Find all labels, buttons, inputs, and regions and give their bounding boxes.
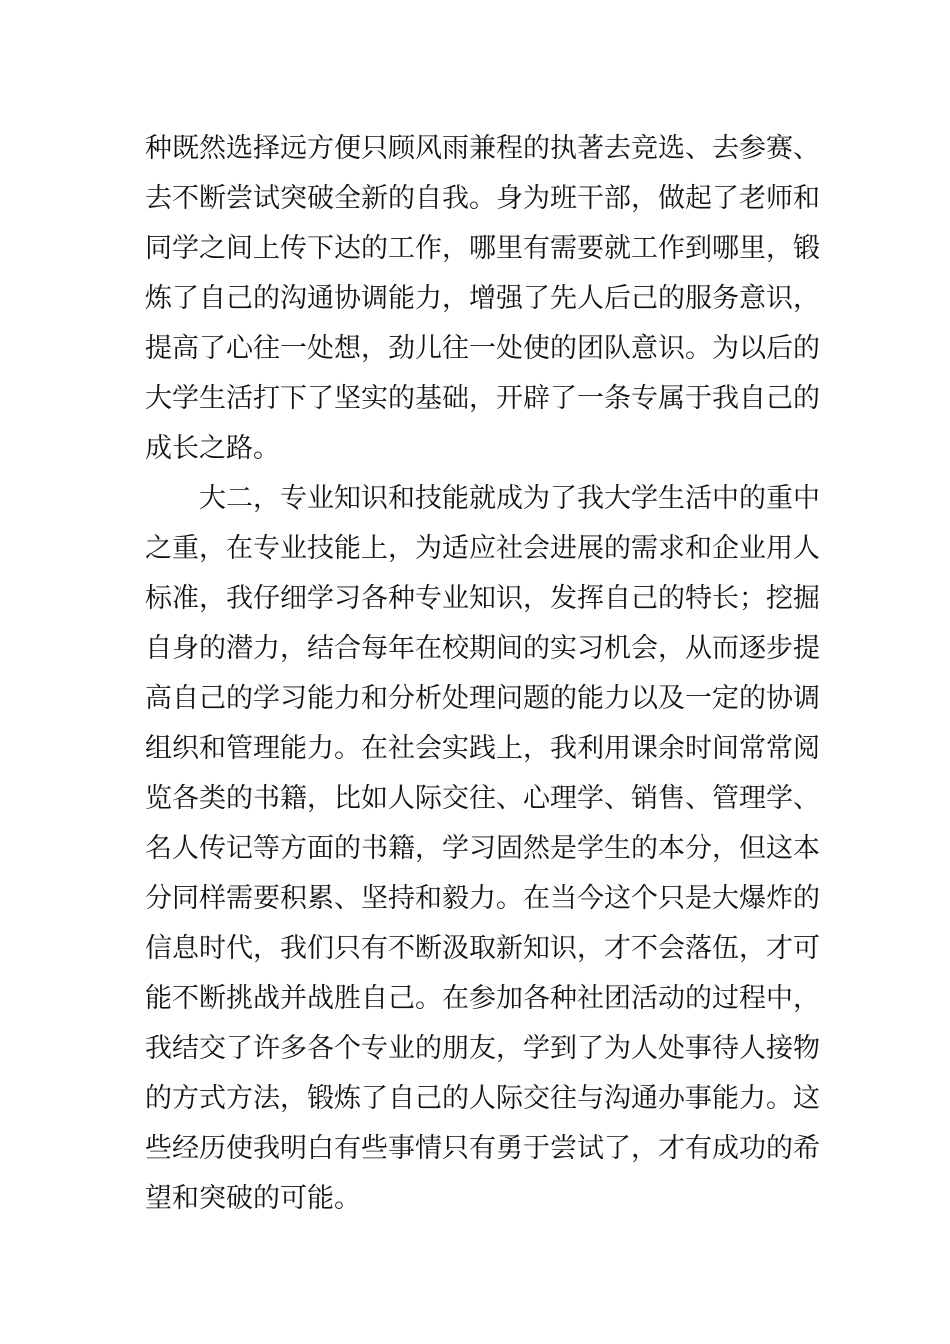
text-line: 览各类的书籍，比如人际交往、心理学、销售、管理学、: [145, 783, 820, 814]
document-body: [145, 124, 820, 1224]
text-line: 信息时代，我们只有不断汲取新知识，才不会落伍，才可: [145, 933, 820, 964]
text-line: 同学之间上传下达的工作，哪里有需要就工作到哪里，锻: [145, 233, 820, 264]
text-line: 炼了自己的沟通协调能力，增强了先人后己的服务意识，: [145, 283, 820, 314]
paragraph-1: [145, 124, 820, 474]
text-line: 去不断尝试突破全新的自我。身为班干部，做起了老师和: [145, 183, 820, 214]
text-line: 分同样需要积累、坚持和毅力。在当今这个只是大爆炸的: [145, 883, 820, 914]
text-line: 大学生活打下了坚实的基础，开辟了一条专属于我自己的: [145, 383, 820, 414]
text-line: 提高了心往一处想，劲儿往一处使的团队意识。为以后的: [145, 333, 820, 364]
text-line: 组织和管理能力。在社会实践上，我利用课余时间常常阅: [145, 733, 820, 764]
text-line: 望和突破的可能。: [145, 1183, 361, 1214]
text-line: 名人传记等方面的书籍，学习固然是学生的本分，但这本: [145, 833, 820, 864]
text-line: 高自己的学习能力和分析处理问题的能力以及一定的协调: [145, 683, 820, 714]
text-line: 标准，我仔细学习各种专业知识，发挥自己的特长；挖掘: [145, 583, 820, 614]
text-line: 大二，专业知识和技能就成为了我大学生活中的重中: [145, 483, 820, 514]
text-line: 成长之路。: [145, 433, 280, 464]
text-line: 的方式方法，锻炼了自己的人际交往与沟通办事能力。这: [145, 1083, 820, 1114]
text-line: 种既然选择远方便只顾风雨兼程的执著去竞选、去参赛、: [145, 133, 820, 164]
text-line: 自身的潜力，结合每年在校期间的实习机会，从而逐步提: [145, 633, 820, 664]
text-line: 我结交了许多各个专业的朋友，学到了为人处事待人接物: [145, 1033, 820, 1064]
text-line: 之重，在专业技能上，为适应社会进展的需求和企业用人: [145, 533, 820, 564]
text-line: 能不断挑战并战胜自己。在参加各种社团活动的过程中，: [145, 983, 820, 1014]
text-line: 些经历使我明白有些事情只有勇于尝试了，才有成功的希: [145, 1133, 820, 1164]
paragraph-2: [145, 474, 820, 1224]
